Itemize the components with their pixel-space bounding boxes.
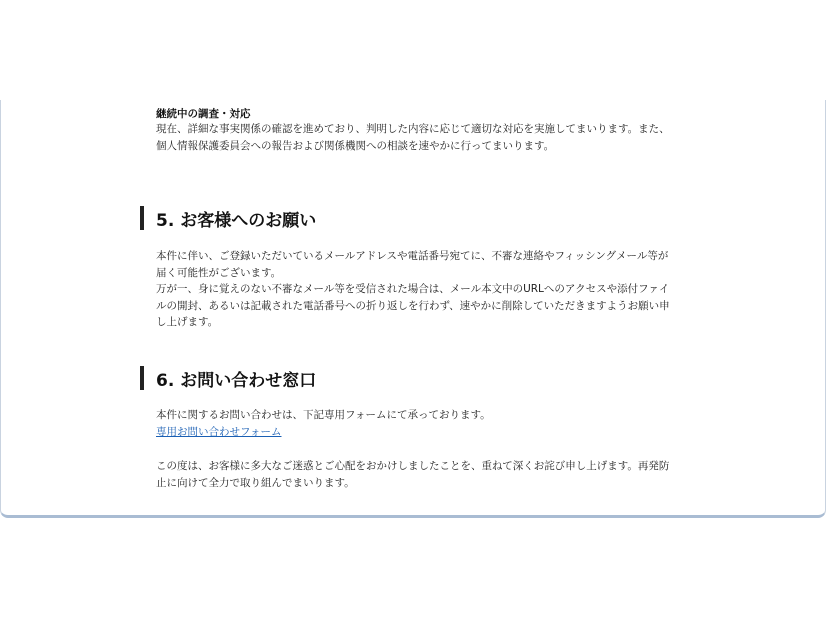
section-6-title: 6. お問い合わせ窓口 (156, 370, 317, 391)
section-6-intro: 本件に関するお問い合わせは、下記専用フォームにて承っております。 (156, 409, 491, 421)
section-5-heading-bar (140, 206, 144, 230)
closing-apology: この度は、お客様に多大なご迷惑とご心配をおかけしましたことを、重ねて深くお詫び申し上げます。再発防止に向けて全力で取り組んでまいります。 (156, 460, 670, 489)
section-6-heading (140, 366, 316, 390)
section-5-paragraph-2: 万が一、身に覚えのない不審なメール等を受信された場合は、メール本文中のURLへのアクセスや添付ファイルの開封、あるいは記載された電話番号への折り返しを行わず、速やかに削除していただきますようお願い申し上げます。 (156, 283, 670, 328)
continuing-investigation-heading: 継続中の調査・対応 (156, 108, 251, 120)
contact-form-link[interactable]: 専用お問い合わせフォーム (156, 426, 282, 438)
section-6-heading-bar (140, 366, 144, 390)
section-5-paragraph-1: 本件に伴い、ご登録いただいているメールアドレスや電話番号宛てに、不審な連絡やフィッシングメール等が届く可能性がございます。 (156, 250, 669, 279)
section-5-title: 5. お客様へのお願い (156, 210, 317, 231)
document-frame (0, 100, 826, 518)
continuing-investigation-body: 現在、詳細な事実関係の確認を進めており、判明した内容に応じて適切な対応を実施してまいります。また、個人情報保護委員会への報告および関係機関への相談を速やかに行ってまいります。 (156, 123, 670, 152)
section-5-heading (140, 206, 316, 230)
